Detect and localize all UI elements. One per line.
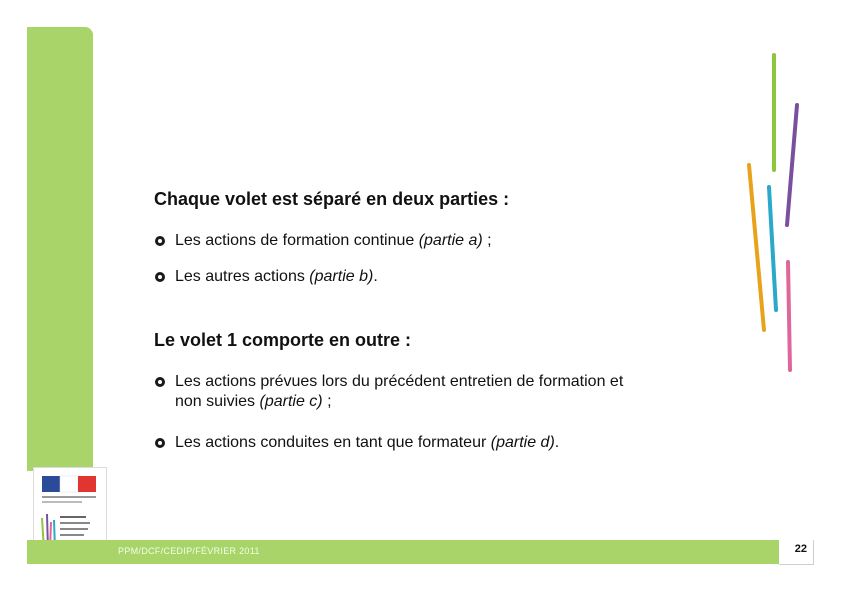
- pink-line: [788, 262, 790, 370]
- bullet-tail: ;: [322, 393, 332, 410]
- bullet-tail: .: [373, 268, 378, 285]
- purple-line: [787, 105, 797, 225]
- section-heading-parts: Chaque volet est séparé en deux parties :: [154, 189, 510, 209]
- page-number: 22: [794, 543, 807, 555]
- bullet-italic: (partie a): [418, 232, 483, 249]
- section-heading-volet1: Le volet 1 comporte en outre :: [154, 330, 412, 350]
- bullet-text: Les actions de formation continue: [175, 232, 419, 249]
- bullet-item-partie-a: [175, 231, 492, 251]
- bullet-text-line1: Les actions prévues lors du précédent entretien de formation et: [175, 373, 624, 390]
- bullet-italic: (partie b): [309, 268, 374, 285]
- bullet-tail: .: [554, 434, 560, 451]
- bullet-icon: [155, 272, 165, 282]
- bullet-text: Les autres actions: [175, 268, 310, 285]
- bullet-icon: [155, 438, 165, 448]
- bullet-item-partie-b: [175, 267, 378, 287]
- bullet-item-partie-d: [175, 433, 559, 453]
- bullet-italic: (partie d): [490, 434, 555, 451]
- bullet-tail: ;: [482, 232, 492, 249]
- page-number-box: [779, 540, 814, 565]
- orange-line: [749, 165, 764, 330]
- cyan-line: [769, 187, 776, 310]
- bullet-icon: [155, 236, 165, 246]
- bullet-italic: (partie c): [259, 393, 323, 410]
- bullet-item-partie-c: [175, 372, 623, 412]
- bullet-text: Les actions conduites en tant que formateur: [175, 434, 491, 451]
- bullet-text-line2: [175, 392, 623, 412]
- footer-reference: PPM/DCF/CEDIP/FÉVRIER 2011: [118, 546, 260, 556]
- bullet-icon: [155, 377, 165, 387]
- bullet-text: non suivies: [175, 393, 260, 410]
